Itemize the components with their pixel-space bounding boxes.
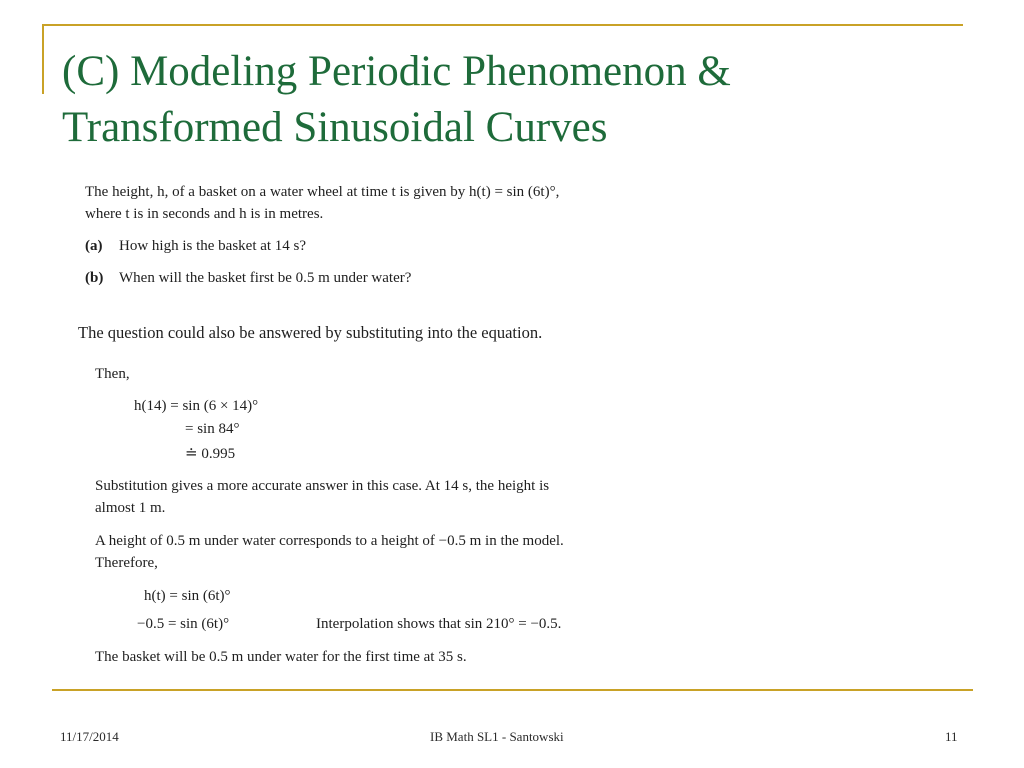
then-label: Then, bbox=[95, 366, 130, 382]
question-b-text: When will the basket first be 0.5 m under water? bbox=[119, 270, 412, 286]
solution-intro: The question could also be answered by substituting into the equation. bbox=[78, 323, 543, 342]
interpolation-note: Interpolation shows that sin 210° = −0.5. bbox=[316, 616, 562, 632]
footer-page-number: 11 bbox=[945, 729, 958, 744]
footer-course: IB Math SL1 - Santowski bbox=[430, 729, 564, 744]
question-a-label: (a) bbox=[85, 238, 103, 254]
substitution-line-1: Substitution gives a more accurate answer in this case. At 14 s, the height is bbox=[95, 478, 550, 494]
equation-result: ≐ 0.995 bbox=[185, 446, 236, 462]
question-b bbox=[85, 270, 411, 287]
question-b-label: (b) bbox=[85, 270, 104, 286]
question-a-text: How high is the basket at 14 s? bbox=[119, 238, 307, 254]
equation-ht: h(t) = sin (6t)° bbox=[144, 588, 231, 604]
title-line-2: Transformed Sinusoidal Curves bbox=[62, 104, 608, 151]
height-statement-line-1: A height of 0.5 m under water corresponds to a height of −0.5 m in the model. bbox=[95, 533, 564, 549]
footer-rule bbox=[52, 689, 973, 691]
height-statement-line-2: Therefore, bbox=[95, 555, 158, 571]
question-a bbox=[85, 238, 306, 255]
problem-statement-line-1: The height, h, of a basket on a water wheel at time t is given by h(t) = sin (6t)°, bbox=[85, 184, 560, 200]
substitution-line-2: almost 1 m. bbox=[95, 500, 166, 516]
equation-negative: −0.5 = sin (6t)° bbox=[137, 616, 230, 632]
equation-h14: h(14) = sin (6 × 14)° bbox=[134, 398, 259, 414]
problem-statement-line-2: where t is in seconds and h is in metres. bbox=[85, 206, 324, 222]
footer-date: 11/17/2014 bbox=[60, 729, 119, 744]
conclusion: The basket will be 0.5 m under water for the first time at 35 s. bbox=[95, 649, 467, 665]
equation-sin84: = sin 84° bbox=[185, 421, 240, 437]
title-line-1: (C) Modeling Periodic Phenomenon & bbox=[62, 48, 731, 95]
